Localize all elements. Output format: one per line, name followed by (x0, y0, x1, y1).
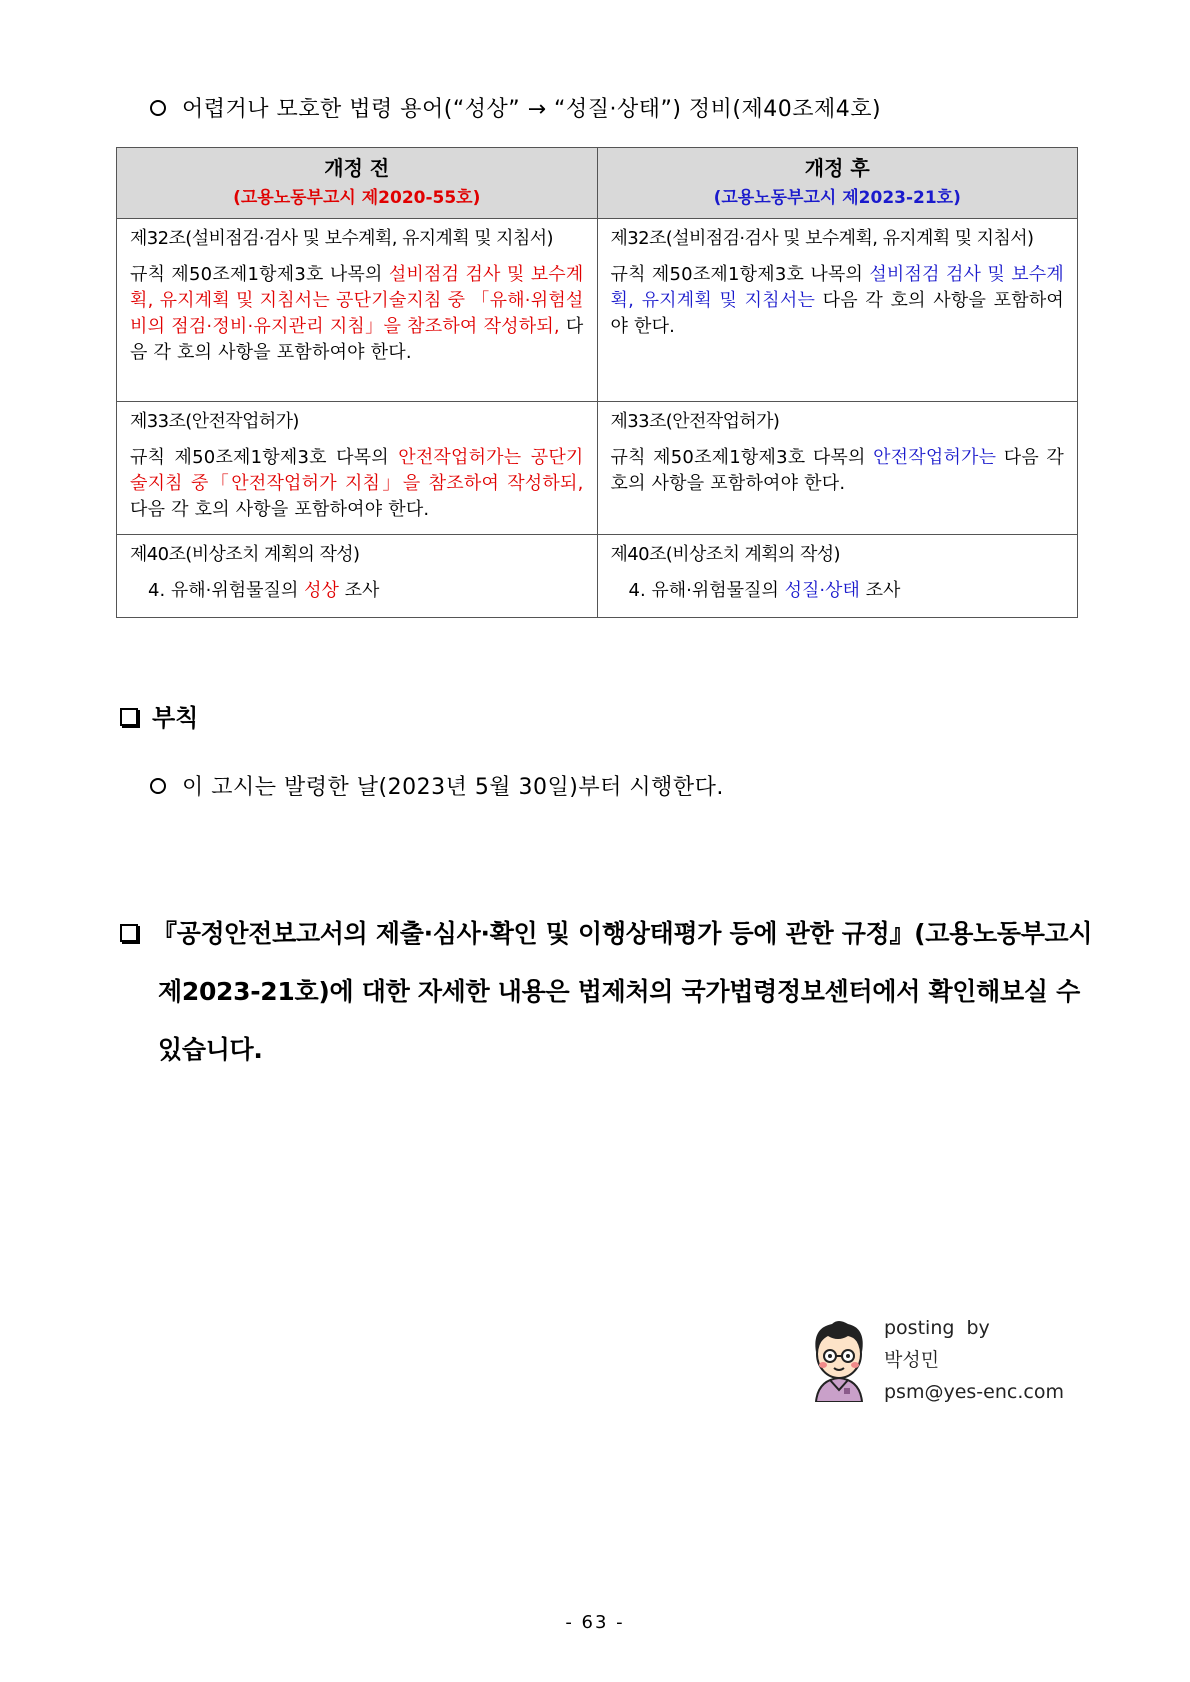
circle-bullet-icon (150, 778, 166, 794)
row1-after-cell (597, 219, 1078, 402)
header-before-sub: (고용노동부고시 제2020-55호) (233, 188, 481, 208)
poster-label: posting by (884, 1317, 990, 1339)
circle-bullet-icon (150, 100, 166, 116)
row3-after-cell (597, 535, 1078, 618)
row3-before-article: 제40조(비상조치 계획의 작성) (130, 544, 360, 565)
intro-bullet (150, 92, 881, 123)
header-before-title: 개정 전 (324, 156, 390, 180)
poster-name: 박성민 (884, 1349, 940, 1371)
header-after (597, 148, 1078, 219)
note-line-2: 제2023-21호)에 대한 자세한 내용은 법제처의 국가법령정보센터에서 확인해보실 수 (158, 977, 1080, 1006)
page-number: - 63 - (565, 1612, 625, 1633)
row3-before-cell (117, 535, 598, 618)
row1-after-body: 규칙 제50조제1항제3호 나목의 설비점검 검사 및 보수계획, 유지계획 및 지침서는 다음 각 호의 사항을 포함하여야 한다. (610, 264, 1064, 337)
supplement-heading-text: 부칙 (152, 704, 199, 732)
table-row (117, 535, 1078, 618)
note-paragraph (120, 905, 1093, 1079)
row3-after-body: 4. 유해·위험물질의 성질·상태 조사 (628, 580, 901, 601)
comparison-table (116, 147, 1078, 618)
row3-before-body: 4. 유해·위험물질의 성상 조사 (148, 580, 380, 601)
row3-after-article: 제40조(비상조치 계획의 작성) (610, 544, 840, 565)
row2-before-body: 규칙 제50조제1항제3호 다목의 안전작업허가는 공단기술지침 중「안전작업허가 지침」을 참조하여 작성하되, 다음 각 호의 사항을 포함하여야 한다. (130, 447, 584, 520)
supplement-bullet-text: 이 고시는 발령한 날(2023년 5월 30일)부터 시행한다. (182, 775, 724, 800)
table-row (117, 219, 1078, 402)
supplement-heading (120, 698, 198, 733)
row1-after-article: 제32조(설비점검·검사 및 보수계획, 유지계획 및 지침서) (610, 228, 1034, 249)
note-line-1: 『공정안전보고서의 제출·심사·확인 및 이행상태평가 등에 관한 규정』(고용노동부고시 (152, 919, 1093, 948)
avatar (808, 1318, 870, 1402)
note-line-3: 있습니다. (158, 1035, 263, 1064)
header-after-title: 개정 후 (804, 156, 870, 180)
row2-before-cell (117, 402, 598, 535)
poster-email: psm@yes-enc.com (884, 1381, 1064, 1403)
poster-info (884, 1312, 1064, 1408)
row1-before-cell (117, 219, 598, 402)
row1-before-body: 규칙 제50조제1항제3호 나목의 설비점검 검사 및 보수계획, 유지계획 및 지침서는 공단기술지침 중 「유해·위험설비의 점검·정비·유지관리 지침」을 참조하여 작성하되, 다음 각 호의 사항을 포함하여야 한다. (130, 264, 584, 363)
row2-after-body: 규칙 제50조제1항제3호 다목의 안전작업허가는 다음 각 호의 사항을 포함하여야 한다. (610, 447, 1064, 494)
intro-bullet-text: 어렵거나 모호한 법령 용어(“성상” → “성질·상태”) 정비(제40조제4호) (182, 97, 882, 122)
row1-before-article: 제32조(설비점검·검사 및 보수계획, 유지계획 및 지침서) (130, 228, 553, 249)
supplement-bullet (150, 770, 724, 801)
square-bullet-icon (120, 708, 138, 726)
row2-before-article: 제33조(안전작업허가) (130, 411, 299, 432)
square-bullet-icon (120, 924, 138, 942)
header-before (117, 148, 598, 219)
table-row (117, 402, 1078, 535)
row2-after-cell (597, 402, 1078, 535)
row2-after-article: 제33조(안전작업허가) (610, 411, 780, 432)
cartoon-avatar-icon (808, 1318, 870, 1402)
header-after-sub: (고용노동부고시 제2023-21호) (713, 188, 961, 208)
